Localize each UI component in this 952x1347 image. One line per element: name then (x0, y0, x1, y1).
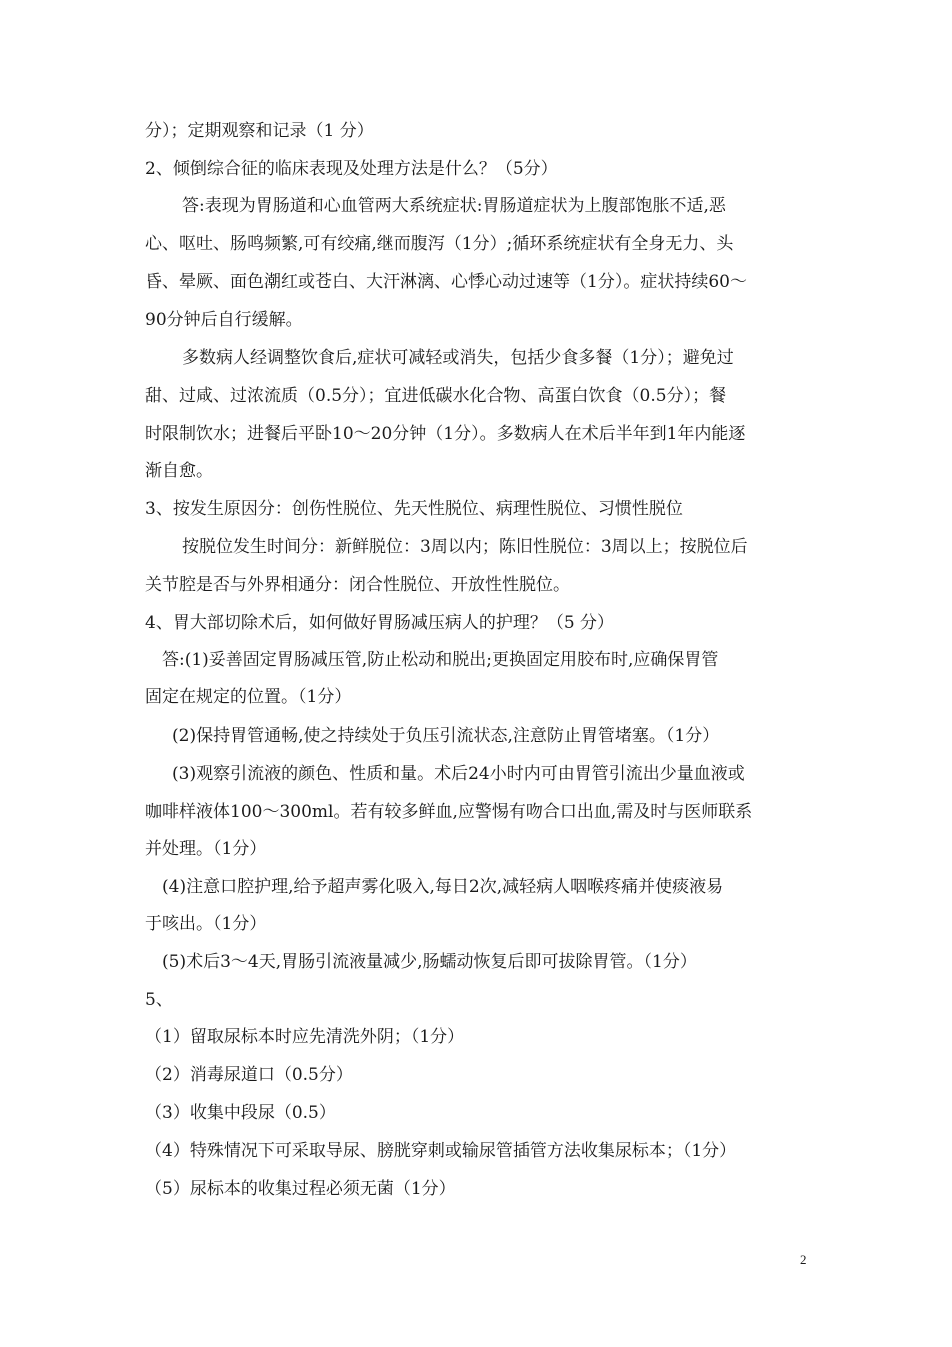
list-item: （4）特殊情况下可采取导尿、膀胱穿刺或输尿管插管方法收集尿标本；（1分） (145, 1141, 737, 1161)
text-line: (3)观察引流液的颜色、性质和量。术后24小时内可由胃管引流出少量血液或 (172, 764, 745, 784)
text-line: 时限制饮水；进餐后平卧10～20分钟（1分）。多数病人在术后半年到1年内能逐 (145, 424, 746, 444)
text-line: 固定在规定的位置。（1分） (145, 687, 352, 707)
text-line: 分）；定期观察和记录（1 分） (145, 121, 374, 141)
text-line: 90分钟后自行缓解。 (145, 310, 303, 330)
text-line: 按脱位发生时间分：新鲜脱位：3周以内；陈旧性脱位：3周以上；按脱位后 (182, 537, 748, 557)
text-line: 并处理。（1分） (145, 839, 267, 859)
text-line: (4)注意口腔护理,给予超声雾化吸入,每日2次,减轻病人咽喉疼痛并使痰液易 (162, 877, 724, 897)
text-line: 渐自愈。 (145, 461, 213, 481)
text-line: 心、呕吐、肠鸣频繁,可有绞痛,继而腹泻（1分）;循环系统症状有全身无力、头 (145, 234, 734, 254)
list-item: （1）留取尿标本时应先清洗外阴；（1分） (145, 1027, 465, 1047)
text-line: 关节腔是否与外界相通分：闭合性脱位、开放性性脱位。 (145, 575, 570, 595)
text-line: 答:(1)妥善固定胃肠减压管,防止松动和脱出;更换固定用胶布时,应确保胃管 (162, 650, 719, 670)
question-3: 3、按发生原因分：创伤性脱位、先天性脱位、病理性脱位、习惯性脱位 (145, 499, 683, 519)
text-line: 答:表现为胃肠道和心血管两大系统症状:胃肠道症状为上腹部饱胀不适,恶 (182, 196, 726, 216)
text-line: (5)术后3～4天,胃肠引流液量减少,肠蠕动恢复后即可拔除胃管。（1分） (162, 952, 697, 972)
text-line: 多数病人经调整饮食后,症状可减轻或消失，包括少食多餐（1分）；避免过 (182, 348, 734, 368)
text-line: 昏、晕厥、面色潮红或苍白、大汗淋漓、心悸心动过速等（1分）。症状持续60～ (145, 272, 747, 292)
question-5: 5、 (145, 990, 173, 1010)
question-2: 2、倾倒综合征的临床表现及处理方法是什么？（5分） (145, 159, 558, 179)
text-line: 咖啡样液体100～300ml。若有较多鲜血,应警惕有吻合口出血,需及时与医师联系 (145, 802, 753, 822)
list-item: （5）尿标本的收集过程必须无菌（1分） (145, 1179, 456, 1199)
page-number: 2 (800, 1252, 807, 1267)
text-line: 甜、过咸、过浓流质（0.5分）；宜进低碳水化合物、高蛋白饮食（0.5分）；餐 (145, 386, 727, 406)
text-line: (2)保持胃管通畅,使之持续处于负压引流状态,注意防止胃管堵塞。（1分） (172, 726, 720, 746)
list-item: （2）消毒尿道口（0.5分） (145, 1065, 353, 1085)
text-line: 于咳出。（1分） (145, 914, 267, 934)
question-4: 4、胃大部切除术后，如何做好胃肠减压病人的护理？（5 分） (145, 613, 615, 633)
list-item: （3）收集中段尿（0.5） (145, 1103, 336, 1123)
